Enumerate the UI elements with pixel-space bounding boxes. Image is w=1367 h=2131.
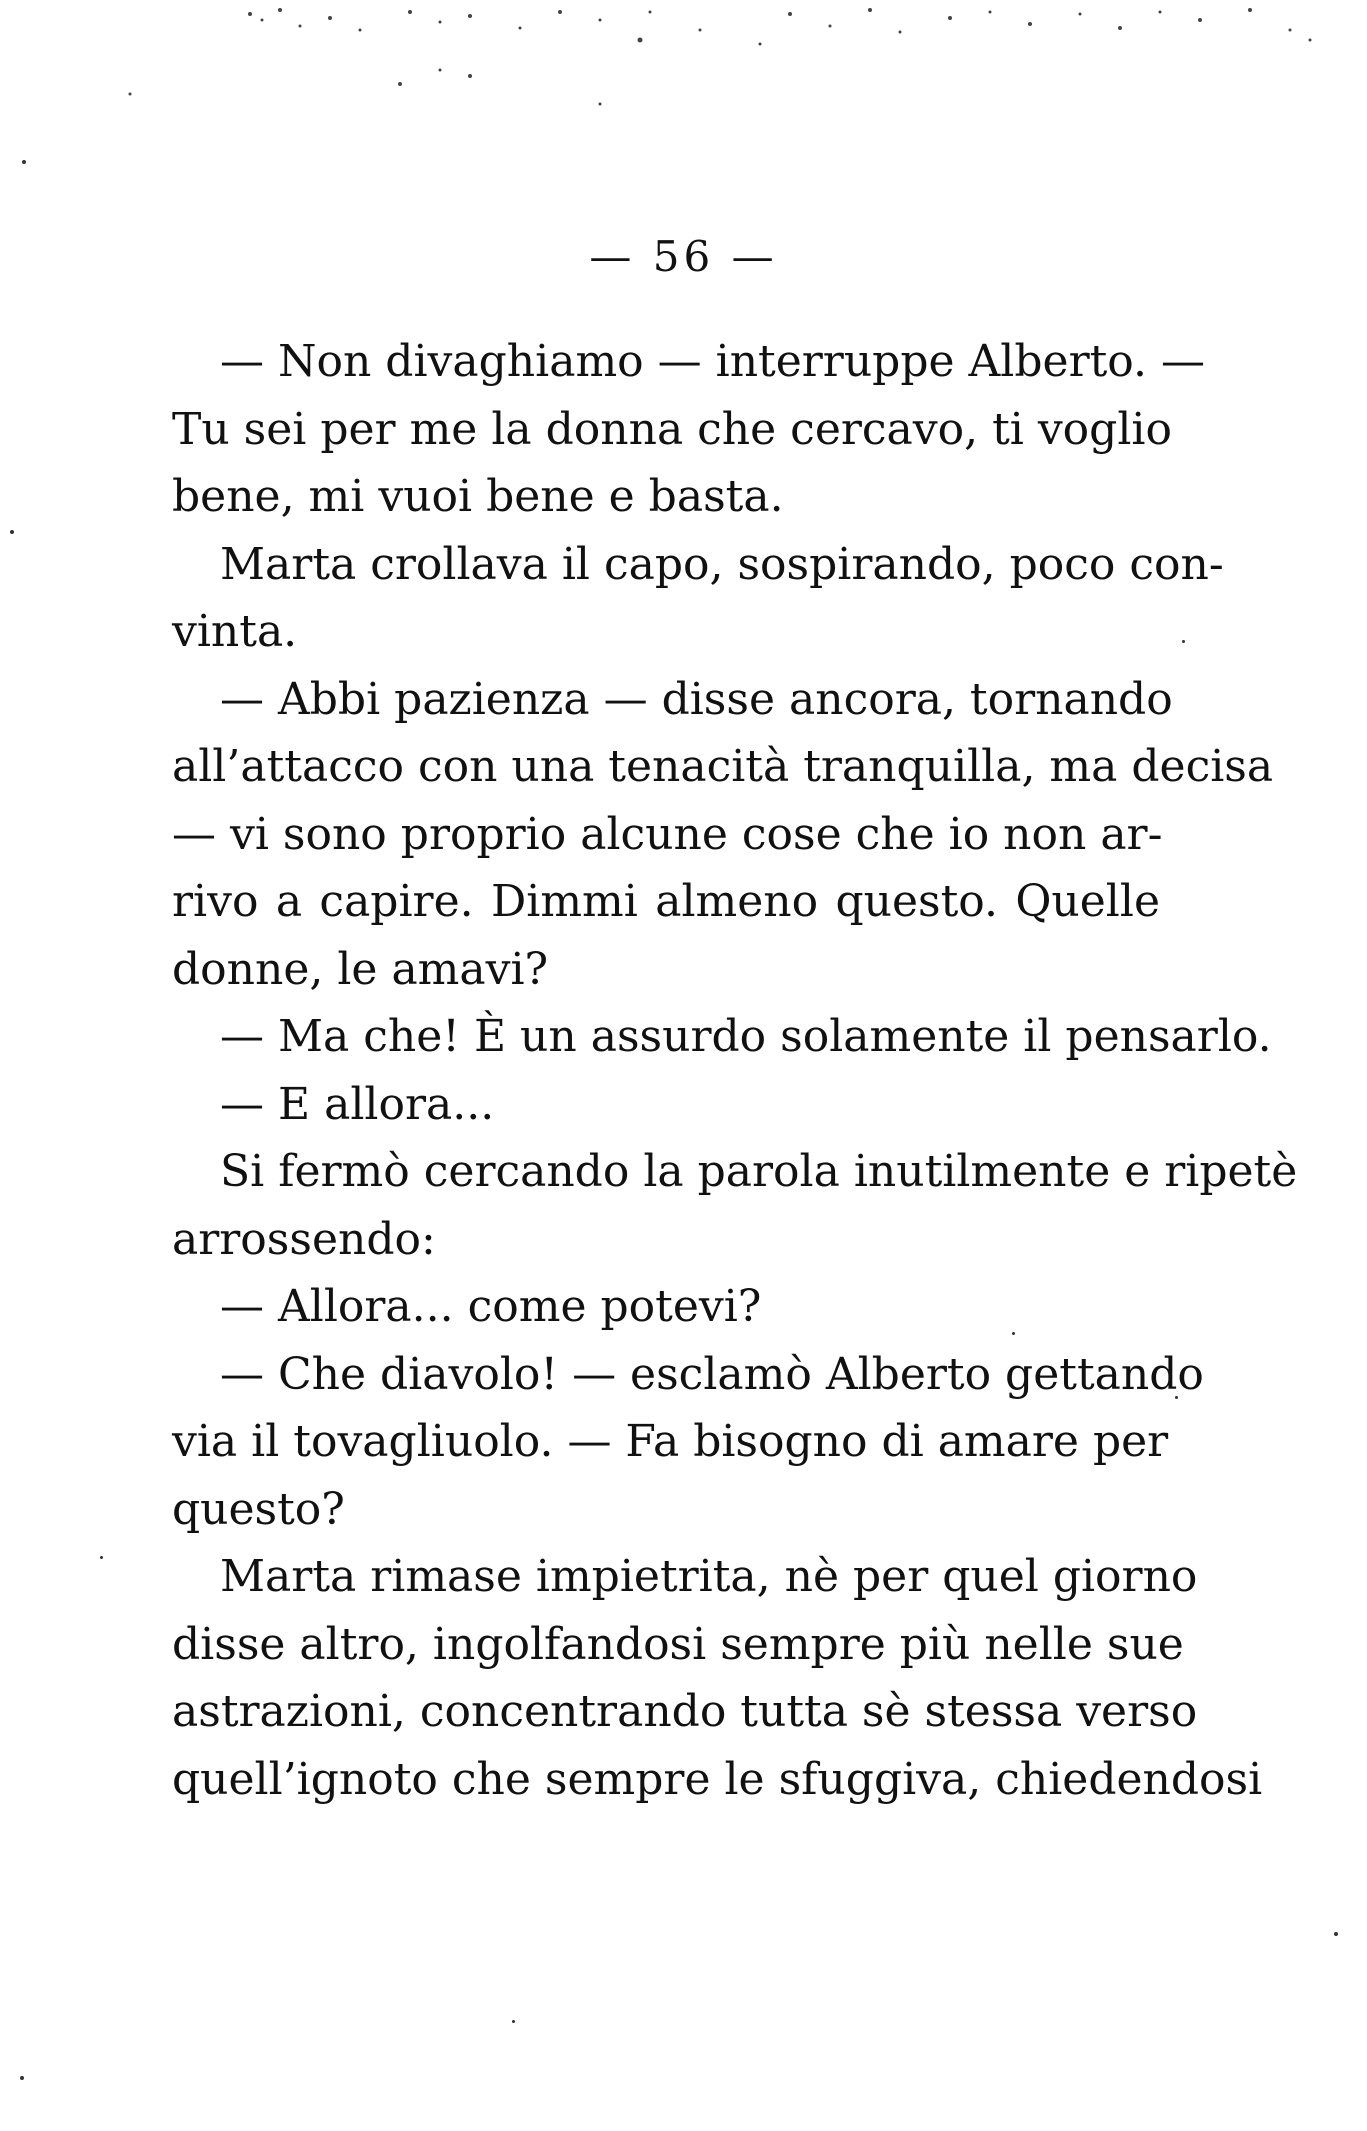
text-line: disse altro, ingolfandosi sempre più nelle sue bbox=[172, 1618, 1184, 1670]
text-line: astrazioni, concentrando tutta sè stessa verso bbox=[172, 1686, 1198, 1737]
text-line: Tu sei per me la donna che cercavo, ti voglio bbox=[172, 403, 1172, 455]
text-line: — Abbi pazienza — disse ancora, tornando bbox=[220, 673, 1173, 725]
text-line: all’attacco con una tenacità tranquilla, ma decisa bbox=[172, 741, 1274, 792]
text-line: via il tovagliuolo. — Fa bisogno di amare per bbox=[172, 1416, 1169, 1467]
text-line: — vi sono proprio alcune cose che io non ar- bbox=[172, 808, 1163, 860]
page-number: — 56 — bbox=[589, 232, 778, 281]
scan-speck bbox=[1334, 1932, 1338, 1936]
scan-noise-top bbox=[0, 0, 1367, 110]
text-line: arrossendo: bbox=[172, 1213, 436, 1265]
text-line: donne, le amavi? bbox=[172, 943, 549, 995]
text-line: questo? bbox=[172, 1483, 345, 1535]
text-line: — Non divaghiamo — interruppe Alberto. — bbox=[220, 336, 1205, 387]
text-line: — Ma che! È un assurdo solamente il pensarlo. bbox=[220, 1011, 1272, 1062]
scan-speck bbox=[100, 1556, 103, 1559]
text-line: bene, mi vuoi bene e basta. bbox=[172, 471, 784, 522]
scan-speck bbox=[20, 2076, 24, 2080]
text-line: Marta rimase impietrita, nè per quel giorno bbox=[220, 1551, 1198, 1602]
text-line: Marta crollava il capo, sospirando, poco con- bbox=[220, 538, 1224, 590]
text-line: Si fermò cercando la parola inutilmente e ripetè bbox=[220, 1146, 1298, 1197]
text-line: — E allora... bbox=[220, 1078, 495, 1130]
scan-speck bbox=[1182, 640, 1185, 643]
text-line: quell’ignoto che sempre le sfuggiva, chiedendosi bbox=[172, 1753, 1263, 1805]
scan-speck bbox=[10, 530, 14, 534]
scan-speck bbox=[512, 2020, 515, 2023]
text-line: — Allora... come potevi? bbox=[220, 1281, 762, 1332]
text-line: rivo a capire. Dimmi almeno questo. Quelle bbox=[172, 876, 1160, 927]
text-line: vinta. bbox=[172, 606, 298, 657]
scan-speck bbox=[22, 160, 26, 164]
body-text bbox=[172, 328, 1298, 1813]
text-line: — Che diavolo! — esclamò Alberto gettando bbox=[220, 1348, 1204, 1400]
